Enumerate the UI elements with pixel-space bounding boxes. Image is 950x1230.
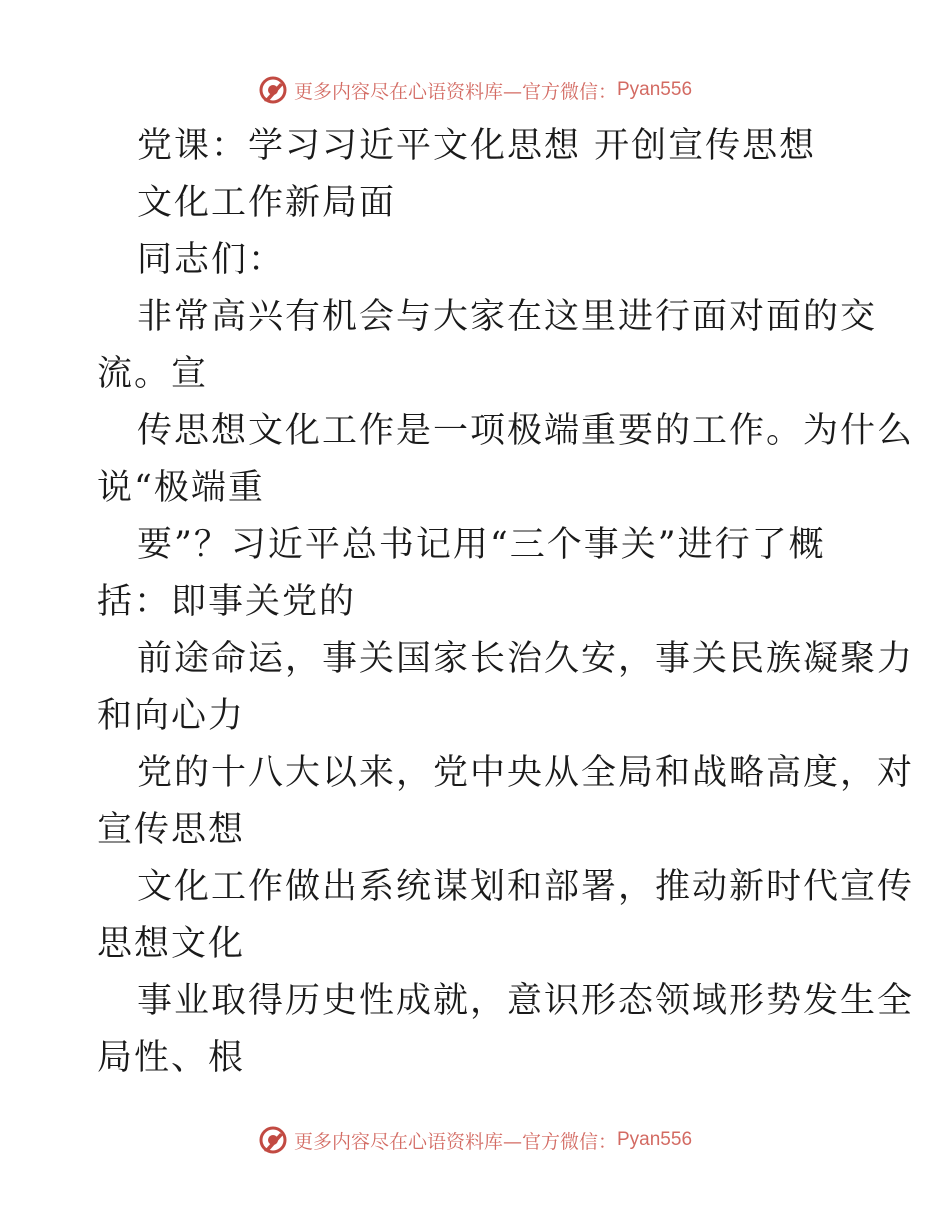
watermark-account: Pyan556	[617, 1129, 693, 1150]
salutation: 同志们：	[137, 240, 286, 280]
paragraph-line: 说“极端重	[97, 468, 265, 508]
watermark-text: 更多内容尽在心语资料库—官方微信：	[293, 1130, 617, 1153]
brush-logo-icon	[258, 75, 288, 105]
paragraph-line: 括：即事关党的	[97, 582, 357, 622]
brush-logo-icon	[258, 1125, 288, 1155]
header-watermark	[0, 72, 950, 108]
paragraph-line: 非常高兴有机会与大家在这里进行面对面的交	[137, 297, 878, 337]
paragraph-line: 局性、根	[97, 1038, 246, 1078]
paragraph-line: 前途命运，事关国家长治久安，事关民族凝聚力	[137, 639, 915, 679]
paragraph-line: 传思想文化工作是一项极端重要的工作。为什么	[137, 411, 915, 451]
document-body	[97, 118, 915, 1087]
paragraph-line: 和向心力	[97, 696, 246, 736]
paragraph-line: 流。宣	[97, 354, 209, 394]
paragraph-line: 要”？习近平总书记用“三个事关”进行了概	[137, 525, 826, 565]
watermark-text: 更多内容尽在心语资料库—官方微信：	[293, 80, 617, 103]
watermark-account: Pyan556	[617, 79, 693, 100]
title-line-2: 文化工作新局面	[137, 183, 397, 223]
paragraph-line: 宣传思想	[97, 810, 246, 850]
paragraph-line: 思想文化	[97, 924, 246, 964]
paragraph-line: 文化工作做出系统谋划和部署，推动新时代宣传	[137, 867, 915, 907]
paragraph-line: 党的十八大以来，党中央从全局和战略高度，对	[137, 753, 915, 793]
paragraph-line: 事业取得历史性成就，意识形态领域形势发生全	[137, 981, 915, 1021]
footer-watermark	[0, 1122, 950, 1158]
title-line-1: 党课：学习习近平文化思想 开创宣传思想	[137, 126, 817, 166]
